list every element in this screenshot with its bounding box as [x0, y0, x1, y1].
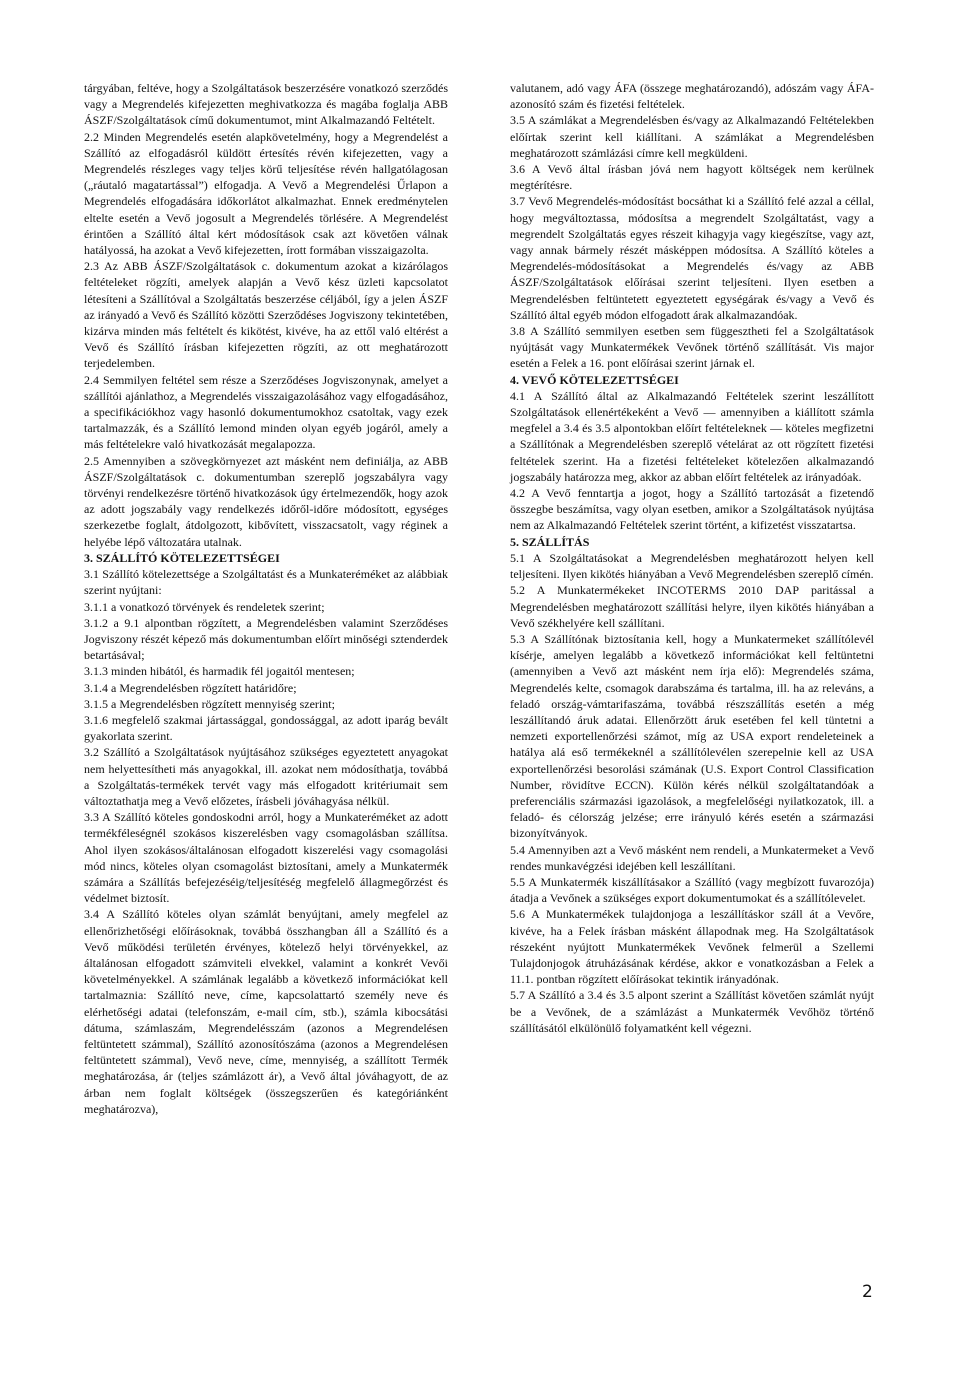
- paragraph: 5.4 Amennyiben azt a Vevő másként nem rendeli, a Munkatermeket a Vevő rendes munkavégzési idejében kell leszállítani.: [510, 842, 874, 873]
- paragraph: 5.5 A Munkatermék kiszállításakor a Szállító (vagy megbízott fuvarozója) átadja a Vevőnek a szükséges export dokumentumokat és a szállítólevelet.: [510, 874, 874, 906]
- section-heading: 4. VEVŐ KÖTELEZETTSÉGEI: [510, 372, 679, 387]
- list-item: 3.1.1 a vonatkozó törvények és rendeletek szerint;: [84, 599, 325, 614]
- paragraph: 2.5 Amennyiben a szövegkörnyezet azt másként nem definiálja, az ABB ÁSZF/Szolgáltatások c. dokumentumban szereplő jogszabályra vagy törvényi rendelkezésre történő hivatkozások úgy értelmezendők, hogy azok az adott jogszabály vagy rendelkezés időről-időre módosított, egységes szerkezetbe foglalt, átdolgozott, kibővített, visszacsatolt, vagy réginek a helyébe lépő változatára utalnak.: [84, 453, 448, 549]
- list-item: 3.1.5 a Megrendelésben rögzített mennyiség szerint;: [84, 696, 335, 711]
- section-heading: 5. SZÁLLÍTÁS: [510, 534, 590, 549]
- left-column: [84, 80, 448, 1117]
- paragraph: 3.3 A Szállító köteles gondoskodni arról, hogy a Munkateréméket az adott termékféleségnél szokásos kiszerelésben vagy csomagolásban szállítsa. Ahol ilyen szokásos/általánosan elfogadott kiszerelési vagy csomagolási mód nincs, köteles olyan csomagolást biztosítani, amely a Munkatermék számára a Szállítás befejezéséig/teljesítéség megfelelő állagmegőrzést és védelmet biztosít.: [84, 810, 448, 906]
- page-number: 2: [862, 1282, 873, 1302]
- paragraph: tárgyában, feltéve, hogy a Szolgáltatások beszerzésére vonatkozó szerződés vagy a Megrendelés kifejezetten meghivatkozza és magába foglalja ABB ÁSZF/Szolgáltatások című dokumentumot, mint Alkalmazandó Feltételt.: [84, 81, 448, 128]
- paragraph: 3.4 A Szállító köteles olyan számlát benyújtani, amely megfelel az ellenőrizhetőségi előírásoknak, továbbá összhangban áll a Szállító és a Vevő működési területén érvényes, kötelező helyi törvényekkel, az általánosan elfogadott számviteli elvekkel, valamint a konkrét Vevői követelményekkel. A számlának legalább a következő információkat kell tartalmaznia: Szállító neve, címe, kapcsolattartó személy neve és elérhetőségi adatai (telefonszám, e-mail cím, stb.), számla kibocsátási dátuma, számlaszám, Megrendelésszám (azonos a Megrendelésen feltüntetett számmal), Szállító azonosítószáma (azonos a Megrendelésen feltüntetett számmal), Vevő neve, címe, mennyiség, a szállított Termék meghatározása, ár (teljes számlázott ár), a Vevő által jóváhagyott, de az árban nem foglalt költségek (összegszerűen és kategóriánként meghatározva),: [84, 907, 448, 1116]
- paragraph: 5.7 A Szállító a 3.4 és 3.5 alpont szerint a Szállítást követően számlát nyújt be a Vevőnek, de a számlázást a Munkatermék Vevőhöz történő szállításától elkülönülő folyamatként kell végezni.: [510, 988, 874, 1035]
- paragraph: 3.6 A Vevő által írásban jóvá nem hagyott költségek nem kerülnek megtérítésre.: [510, 162, 874, 193]
- paragraph: 5.2 A Munkatermékeket INCOTERMS 2010 DAP paritással a Megrendelésben meghatározott szállítási helyre, ilyen kikötés hiányában a Vevő székhelyére kell szállítani.: [510, 583, 874, 630]
- paragraph: 5.6 A Munkatermékek tulajdonjoga a leszállításkor száll át a Vevőre, kivéve, ha a Felek írásban másként állapodnak meg. Ha Szolgáltatások részeként nyújtott Munkatermékek Vevőnek felmerül a Szellemi Tulajdonjogok átruházásának kérdése, akkor e vonatkozásban a Felek a 11.1. pontban rögzített előírásokat tekintik irányadónak.: [510, 907, 874, 987]
- paragraph: 5.1 A Szolgáltatásokat a Megrendelésben meghatározott helyen kell teljesíteni. Ilyen kikötés hiányában a Vevő Megrendelésben szereplő címén.: [510, 550, 874, 582]
- paragraph: 2.3 Az ABB ÁSZF/Szolgáltatások c. dokumentum azokat a kizárólagos feltételeket rögzíti, amelyek alapján a Vevő kész üzleti kapcsolatot létesíteni a Szállítóval a Szolgáltatás beszerzése céljából, így a jelen ÁSZF az irányadó a Vevő és Szállító közötti Szerződéses Jogviszony tekintetében, kizárva minden más feltételt és kikötést, kivéve, ha az ettől való eltérést a Vevő és Szállító írásban kifejezetten rögzíti, az ott meghatározott terjedelemben.: [84, 259, 448, 371]
- paragraph: 3.7 Vevő Megrendelés-módosítást bocsáthat ki a Szállító felé azzal a céllal, hogy megváltoztassa, módosítsa a megrendelt Szolgáltatást, vagy a megrendelt Szolgáltatás egyes részeit kihagyja vagy kiegészítse, vagy azt, vagy annak bármely részét másképpen módosítsa. A Szállító köteles a Megrendelés-módosításokat a Megrendelés és/vagy az ABB ÁSZF/Szolgáltatások előírásai szerint teljesíteni. Ilyen esetben a Megrendelésben feltüntetett egyeztetett egységárak és/vagy a Vevő és Szállító által egyéb módon elfogadott árak alkalmazandóak.: [510, 194, 874, 322]
- paragraph: valutanem, adó vagy ÁFA (összege meghatározandó), adószám vagy ÁFA-azonosító szám és fizetési feltételek.: [510, 81, 874, 112]
- paragraph: 5.3 A Szállítónak biztosítania kell, hogy a Munkatermeket szállítólevél kísérje, amelyen legalább a következő információkat kell feltüntetni (amennyiben a Vevő azt másként nem írja elő): Megrendelés száma, Megrendelés kelte, csomagok darabszáma és tartalma, ill. ha az releváns, a feladó ország-vámtarifaszáma, továbbá részszállítás esetén a még leszállítandó áruk adatai. Ellenőrzött áruk esetében fel kell tüntetni a nemzeti exportellenőrzési számot, míg az USA export rendeleteinek a hatálya alá eső termékeknél a szállítólevélen szerepelnie kell az USA exportellenőrzési besorolási számának (U.S. Export Control Classification Number, rövidítve ECCN). Külön kérés nélkül szolgáltatandóak a preferenciális származási igazolások, a megfelelőségi nyilatkozatok, ill. a feladó- és célország jelzése; erre irányuló kérés esetén a származási bizonyítványok.: [510, 631, 874, 841]
- paragraph: 3.2 Szállító a Szolgáltatások nyújtásához szükséges egyeztetett anyagokat nem helyettesítheti más anyagokkal, ill. azokat nem módosíthatja, továbbá a Szolgáltatás-termékek tervét vagy más elfogadott kritériumait sem változtathatja meg a Vevő előzetes, írásbeli jóváhagyása nélkül.: [84, 745, 448, 808]
- list-item: 3.1.4 a Megrendelésben rögzített határidőre;: [84, 680, 297, 695]
- paragraph: 3.5 A számlákat a Megrendelésben és/vagy az Alkalmazandó Feltételekben előírtak szerint kell kiállítani. A számlákat a Megrendelésben meghatározott számlázási címre kell megküldeni.: [510, 113, 874, 160]
- list-item: 3.1.3 minden hibától, és harmadik fél jogaitól mentesen;: [84, 664, 355, 679]
- paragraph: 4.1 A Szállító által az Alkalmazandó Feltételek szerint leszállított Szolgáltatások ellenértékeként a Vevő — amennyiben a kiállított számla megfelel a 3.4 és 3.5 alpontokban előírt feltételeknek — köteles megfizetni a Szállítónak a Megrendelésben szereplő vételárat az ott rögzített fizetési feltételek szerint. Ha a fizetési feltételeket kötelezően alkalmazandó jogszabály határozza meg, akkor az abban előírt feltételek az irányadóak.: [510, 388, 874, 484]
- section-heading: 3. SZÁLLÍTÓ KÖTELEZETTSÉGEI: [84, 550, 280, 565]
- list-item: 3.1.6 megfelelő szakmai jártassággal, gondossággal, az adott iparág bevált gyakorlata szerint.: [84, 712, 448, 744]
- list-item: 3.1.2 a 9.1 alpontban rögzített, a Megrendelésben valamint Szerződéses Jogviszony részét képező más dokumentumban előírt minőségi sztenderdek betartásával;: [84, 615, 448, 663]
- right-column: [510, 80, 874, 1036]
- paragraph: 2.4 Semmilyen feltétel sem része a Szerződéses Jogviszonynak, amelyet a szállítói ajánlathoz, a Megrendelés visszaigazolásához vagy elfogadásához, a specifikációkhoz vagy hasonló dokumentumokhoz csatoltak, vagy ezek tartalmazzák, és a Szállító lemond minden olyan egyéb jogáról, amely a más feltételekre való hivatkozását megalapozza.: [84, 372, 448, 452]
- paragraph: 3.8 A Szállító semmilyen esetben sem függesztheti fel a Szolgáltatások nyújtását vagy Munkatermékek Vevőnek történő szállítását. Vis major esetén a Felek a 16. pont előírásai szerint járnak el.: [510, 324, 874, 371]
- paragraph: 2.2 Minden Megrendelés esetén alapkövetelmény, hogy a Megrendelést a Szállító az elfogadásról küldött értesítés révén kifejezetten, vagy a Megrendelés részleges vagy teljes körű teljesítése révén hallgatólagosan („ráutaló magatartással”) elfogadja. A Vevő a Megrendelési Űrlapon a Megrendelés elfogadására időkorlátot alkalmazhat. Ennek eredménytelen eltelte esetén a Vevő jogosult a Megrendelés törlésére. A Megrendelést érintően a Szállító által kért módosítások csak azt követően válnak hatályossá, ha azokat a Vevő kifejezetten, írott formában visszaigazolta.: [84, 129, 448, 258]
- paragraph: 4.2 A Vevő fenntartja a jogot, hogy a Szállító tartozását a fizetendő összegbe beszámítsa, vagy olyan esetben, amikor a Szolgáltatások nyújtása nem az Alkalmazandó Feltételek szerint történt, a kifizetést visszatartsa.: [510, 486, 874, 533]
- paragraph: 3.1 Szállító kötelezettsége a Szolgáltatást és a Munkateréméket az alábbiak szerint nyújtani:: [84, 567, 448, 598]
